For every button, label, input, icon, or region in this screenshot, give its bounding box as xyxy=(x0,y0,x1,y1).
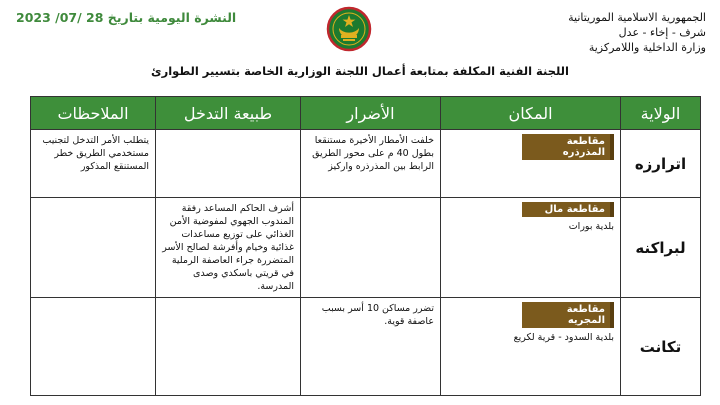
place-detail: بلدية بورات xyxy=(568,221,614,232)
place-cell xyxy=(441,198,621,298)
committee-title: اللجنة الفنية المكلفة بمتابعة أعمال اللجنة الوزارية الخاصة بتسيير الطوارئ xyxy=(151,64,569,78)
table-row xyxy=(31,298,701,396)
district-tag: مقاطعة المجريه xyxy=(522,302,614,328)
intervention-cell xyxy=(156,298,301,396)
notes-cell: يتطلب الأمر التدخل لتجنيب مستخدمي الطريق خطر المستنقع المذكور xyxy=(31,130,156,198)
notes-cell xyxy=(31,198,156,298)
damage-cell: خلفت الأمطار الأخيرة مستنقعا بطول 40 م على محور الطريق الرابط بين المذرذره واركيز xyxy=(301,130,441,198)
col-damage: الأضرار xyxy=(301,97,441,130)
col-intervention: طبيعة التدخل xyxy=(156,97,301,130)
intervention-cell xyxy=(156,130,301,198)
place-cell xyxy=(441,130,621,198)
wilaya-cell: لبراكنه xyxy=(621,198,701,298)
wilaya-cell: تكانت xyxy=(621,298,701,396)
place-detail xyxy=(441,160,620,168)
table-row xyxy=(31,130,701,198)
emergency-table xyxy=(30,96,701,396)
damage-cell xyxy=(301,198,441,298)
notes-cell xyxy=(31,298,156,396)
ministry-name: وزارة الداخلية واللامركزية xyxy=(588,41,706,54)
col-wilaya: الولاية xyxy=(621,97,701,130)
header-block xyxy=(476,10,706,55)
national-emblem-icon xyxy=(326,6,372,52)
damage-cell: تضرر مساكن 10 أسر بسبب عاصفة قوية. xyxy=(301,298,441,396)
place-detail: بلدية السدود - قرية لكريع xyxy=(513,332,614,343)
intervention-cell: أشرف الحاكم المساعد رفقة المندوب الجهوي لمفوضية الأمن الغذائي على توزيع مساعدات غذائية وخيام وأفرشة لصالح الأسر المتضررة جراء العاصفة الرملية في قريتي باسكدي وصدى المدرسة. xyxy=(156,198,301,298)
district-tag: مقاطعة مال xyxy=(522,202,614,217)
place-cell xyxy=(441,298,621,396)
wilaya-cell: اترارزه xyxy=(621,130,701,198)
table-row xyxy=(31,198,701,298)
table-header-row xyxy=(31,97,701,130)
bulletin-date: النشرة اليومية بتاريخ 28 /07/ 2023 xyxy=(16,10,237,25)
col-notes: الملاحظات xyxy=(31,97,156,130)
republic-name: الجمهورية الاسلامية الموريتانية xyxy=(568,11,706,24)
col-place: المكان xyxy=(441,97,621,130)
national-motto: شرف - إخاء - عدل xyxy=(618,26,706,39)
district-tag: مقاطعة المذرذره xyxy=(522,134,614,160)
